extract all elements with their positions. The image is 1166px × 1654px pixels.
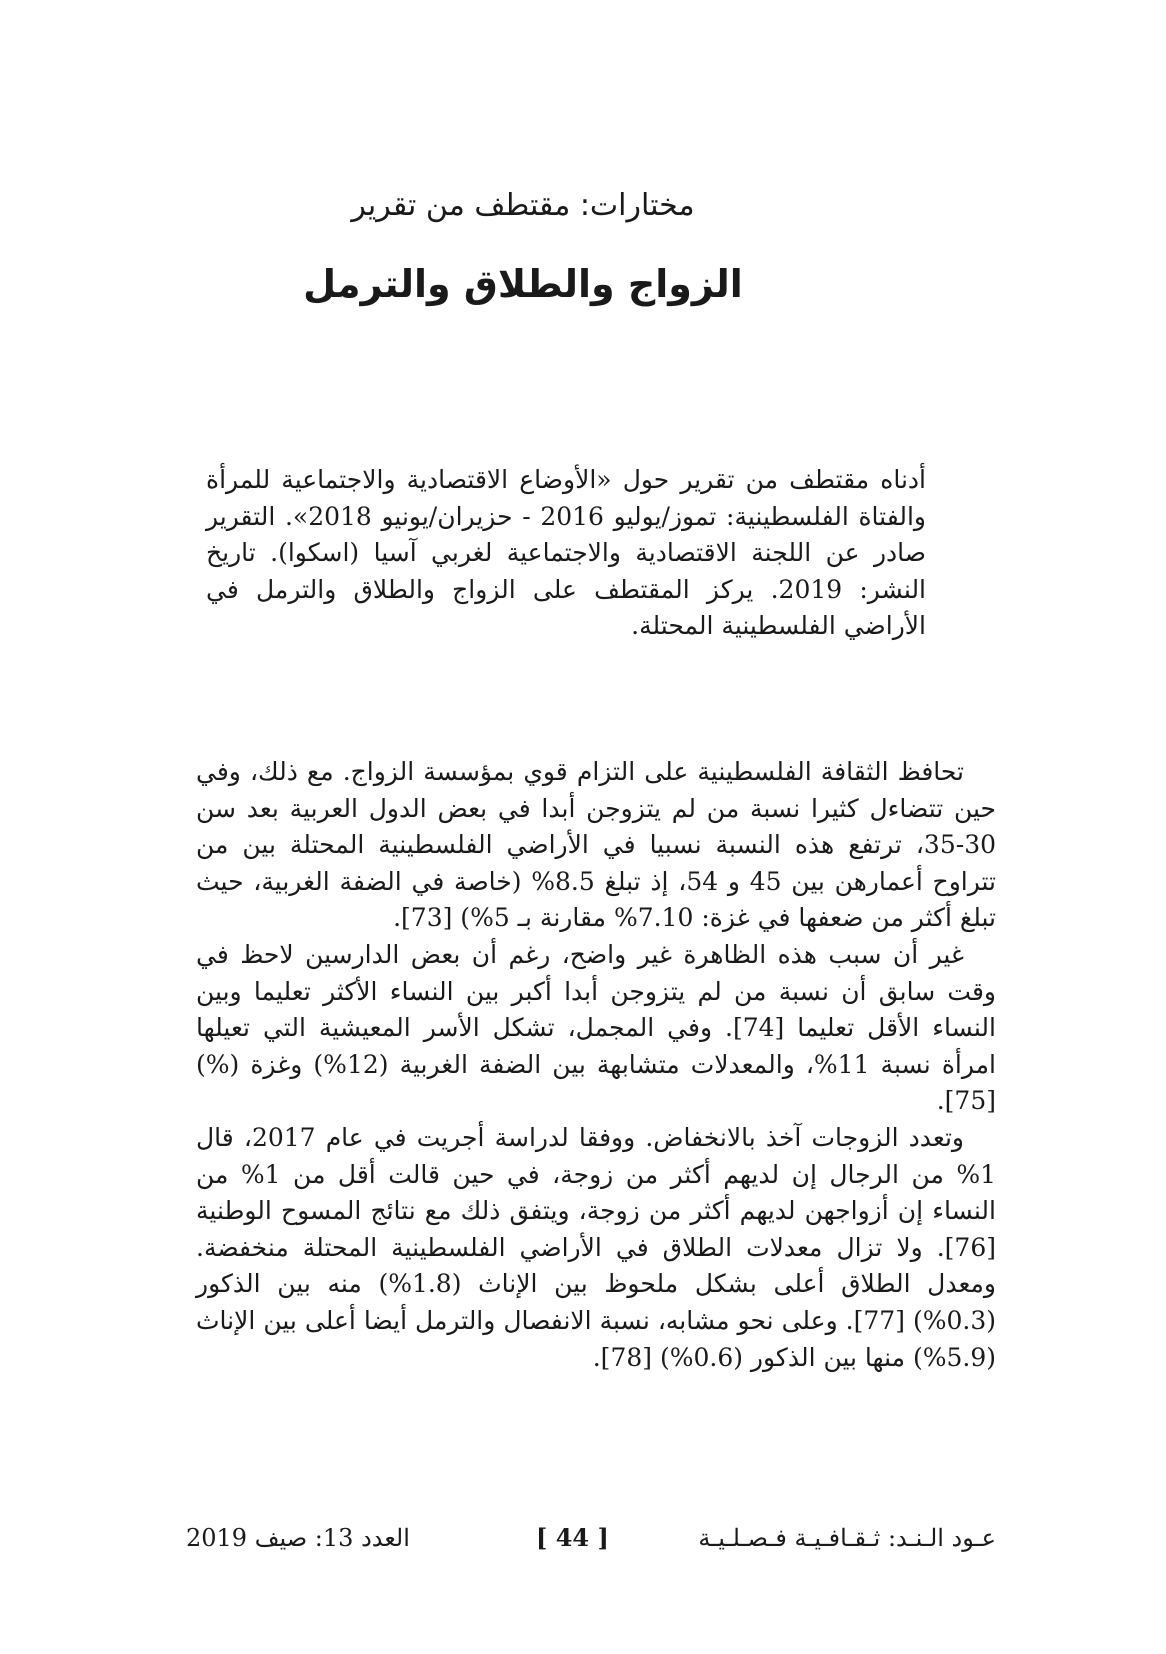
page-footer [186,1518,996,1558]
footer-journal-name: عـود الـنـد: ثـقـافـيـة فـصـلـيـة [698,1524,996,1552]
article-title: الزواج والطلاق والترمل [303,262,743,306]
article-body [196,754,996,1376]
article-abstract: أدناه مقتطف من تقرير حول «الأوضاع الاقتصادية والاجتماعية للمرأة والفتاة الفلسطينية: تموز/يوليو 2016 - حزيران/يونيو 2018». التقرير صادر عن اللجنة الاقتصادية والاجتماعية لغربي آسيا (اسكوا). تاريخ النشر: 2019. يركز المقتطف على الزواج والطلاق والترمل في الأراضي الفلسطينية المحتلة. [206,465,927,640]
body-paragraph: تحافظ الثقافة الفلسطينية على التزام قوي بمؤسسة الزواج. مع ذلك، وفي حين تتضاءل كثيرا نسبة من لم يتزوجن أبدا في بعض الدول العربية بعد سن 30-35، ترتفع هذه النسبة نسبيا في الأراضي الفلسطينية المحتلة بين من تتراوح أعمارهن بين 45 و 54، إذ تبلغ 8.5% (خاصة في الضفة الغربية، حيث تبلغ أكثر من ضعفها في غزة: 7.10% مقارنة بـ 5%) [73]. [196,757,997,933]
footer-issue: العدد 13: صيف 2019 [186,1524,410,1552]
page-number: [ 44 ] [536,1523,609,1552]
body-paragraph: غير أن سبب هذه الظاهرة غير واضح، رغم أن بعض الدارسين لاحظ في وقت سابق أن نسبة من لم يتزوجن أبدا أكبر بين النساء الأكثر تعليما وبين النساء الأقل تعليما [74]. وفي المجمل، تشكل الأسر المعيشية التي تعيلها امرأة نسبة 11%، والمعدلات متشابهة بين الضفة الغربية (12%) وغزة (%)[75]. [196,939,996,1116]
section-kicker: مختارات: مقتطف من تقرير [351,188,695,223]
body-paragraph: وتعدد الزوجات آخذ بالانخفاض. ووفقا لدراسة أجريت في عام 2017، قال 1% من الرجال إن لديهم أكثر من زوجة، في حين قالت أقل من 1% من النساء إن أزواجهن لديهم أكثر من زوجة، ويتفق ذلك مع نتائج المسوح الوطنية [76]. ولا تزال معدلات الطلاق في الأراضي الفلسطينية المحتلة منخفضة. ومعدل الطلاق أعلى بشكل ملحوظ بين الإناث (1.8%) منه بين الذكور (0.3%) [77]. وعلى نحو مشابه، نسبة الانفصال والترمل أيضا أعلى بين الإناث (5.9%) منها بين الذكور (0.6%) [78]. [196,1122,996,1372]
